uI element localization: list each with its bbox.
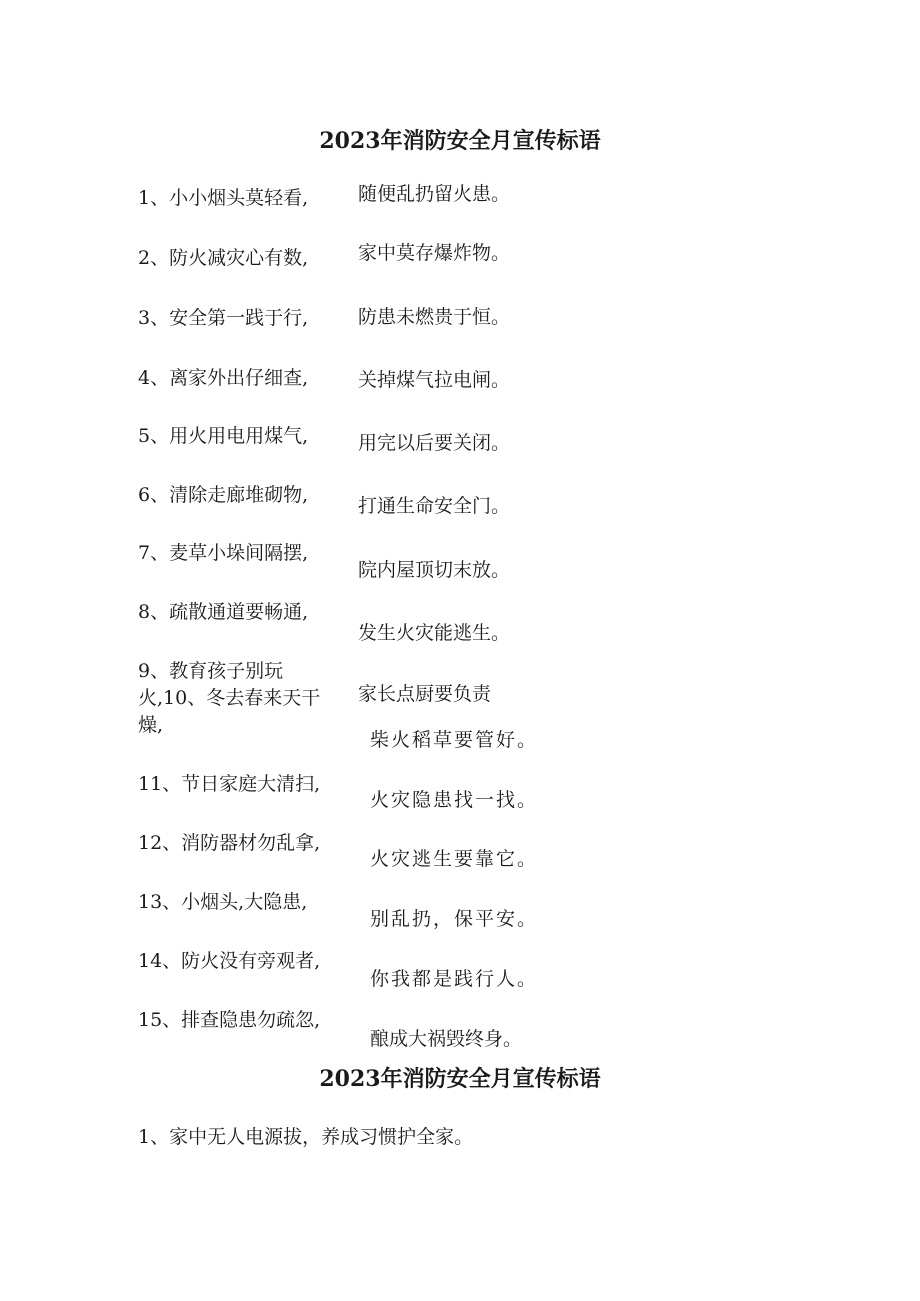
slogan-12-left: 12、消防器材勿乱拿, bbox=[138, 832, 321, 854]
slogan-2-right: 家中莫存爆炸物。 bbox=[358, 242, 511, 264]
slogan-4-right: 关掉煤气拉电闸。 bbox=[358, 369, 511, 391]
slogan-2-left: 2、防火减灾心有数, bbox=[138, 247, 309, 269]
slogan-9-right-clipped: 家长点厨要负责 bbox=[358, 683, 492, 705]
slogan-13-right: 别乱扔，保平安。 bbox=[370, 908, 539, 930]
slogan-9-line2: 火,10、冬去春来天干 bbox=[138, 687, 321, 709]
section-2-slogan-1: 1、家中无人电源拔，养成习惯护全家。 bbox=[138, 1126, 474, 1148]
slogan-12-right: 火灾逃生要靠它。 bbox=[370, 848, 539, 870]
slogan-1-left: 1、小小烟头莫轻看, bbox=[138, 187, 309, 209]
slogan-11-right: 火灾隐患找一找。 bbox=[370, 789, 539, 811]
slogan-14-right: 你我都是践行人。 bbox=[370, 968, 539, 990]
slogan-9-line1: 9、教育孩子别玩 bbox=[138, 660, 284, 682]
slogan-14-left: 14、防火没有旁观者, bbox=[138, 950, 321, 972]
slogan-3-left: 3、安全第一践于行, bbox=[138, 307, 309, 329]
slogan-10-right: 柴火稻草要管好。 bbox=[370, 729, 539, 751]
slogan-15-left: 15、排查隐患勿疏忽, bbox=[138, 1009, 321, 1031]
slogan-5-left: 5、用火用电用煤气, bbox=[138, 425, 309, 447]
slogan-8-right: 发生火灾能逃生。 bbox=[358, 622, 511, 644]
page-title: 2023年消防安全月宣传标语 bbox=[319, 128, 601, 154]
slogan-9-line3: 燥, bbox=[138, 714, 164, 736]
slogan-1-right: 随便乱扔留火患。 bbox=[358, 183, 511, 205]
slogan-8-left: 8、疏散通道要畅通, bbox=[138, 601, 309, 623]
section-2-title: 2023年消防安全月宣传标语 bbox=[319, 1066, 601, 1092]
slogan-7-left: 7、麦草小垛间隔摆, bbox=[138, 542, 309, 564]
slogan-4-left: 4、离家外出仔细查, bbox=[138, 367, 309, 389]
slogan-7-right: 院内屋顶切末放。 bbox=[358, 559, 511, 581]
slogan-3-right: 防患未燃贵于恒。 bbox=[358, 306, 511, 328]
slogan-15-right: 酿成大祸毁终身。 bbox=[370, 1028, 523, 1050]
slogan-13-left: 13、小烟头,大隐患, bbox=[138, 891, 308, 913]
slogan-5-right: 用完以后要关闭。 bbox=[358, 432, 511, 454]
slogan-11-left: 11、节日家庭大清扫, bbox=[138, 773, 321, 795]
slogan-6-left: 6、清除走廊堆砌物, bbox=[138, 484, 309, 506]
slogan-6-right: 打通生命安全门。 bbox=[358, 495, 511, 517]
